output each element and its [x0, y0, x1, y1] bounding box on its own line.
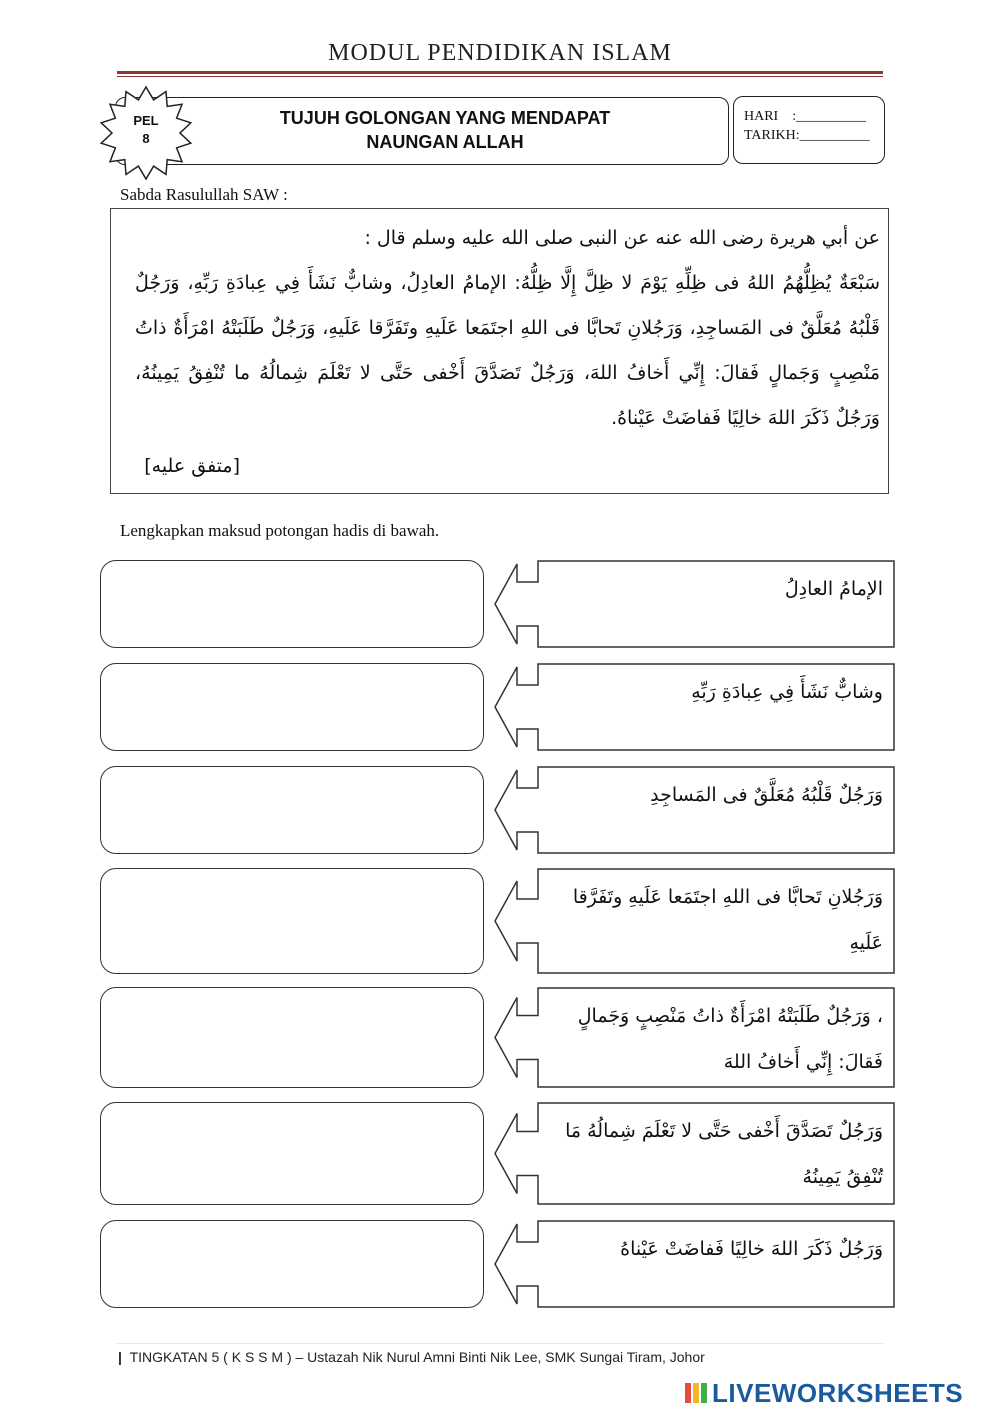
hari-field[interactable]: HARI :__________	[744, 109, 867, 124]
exercise-row	[0, 987, 1000, 1088]
hadith-phrase: وَرَجُلٌ ذَكَرَ اللهَ خالِيًا فَفاضَتْ عَيْناهُ	[620, 1238, 883, 1260]
lesson-badge-number: 8	[142, 131, 150, 146]
footer	[118, 1349, 705, 1365]
date-box	[733, 96, 885, 164]
liveworksheets-badge-icon	[684, 1381, 710, 1405]
tarikh-field[interactable]: TARIKH:__________	[744, 128, 870, 143]
instruction: Lengkapkan maksud potongan hadis di bawah.	[120, 521, 440, 540]
lesson-badge	[118, 112, 174, 148]
answer-box[interactable]	[100, 766, 484, 854]
footer-rule	[117, 1343, 883, 1344]
hadith-phrase: ، وَرَجُلٌ طَلَبَتْهُ امْرَأَةٌ ذاتُ مَنْصِبٍ وَجَمالٍ فَقالَ: إِنِّي أَخافُ اللهَ	[577, 1005, 883, 1073]
lesson-title-line2: NAUNGAN ALLAH	[366, 132, 524, 152]
hadith-narration: عن أبي هريرة رضى الله عنه عن النبى صلى الله عليه وسلم قال :	[364, 227, 880, 249]
hadith-phrase: وشابٌّ نَشَأَ فِي عِبادَةِ رَبِّهِ	[691, 681, 883, 703]
sabda-intro: Sabda Rasulullah SAW :	[120, 185, 288, 204]
exercise-row	[0, 868, 1000, 974]
hadith-phrase: وَرَجُلانِ تَحابَّا فى اللهِ اجتَمَعا عَلَيهِ وتَفَرَّقا عَلَيهِ	[572, 886, 883, 954]
lesson-title-line1: TUJUH GOLONGAN YANG MENDAPAT	[279, 108, 611, 128]
lesson-badge-label: PEL	[133, 113, 159, 128]
exercise-row	[0, 1102, 1000, 1205]
answer-box[interactable]	[100, 987, 484, 1088]
module-title: MODUL PENDIDIKAN ISLAM	[328, 40, 672, 66]
footer-text: TINGKATAN 5 ( K S S M ) – Ustazah Nik Nurul Amni Binti Nik Lee, SMK Sungai Tiram, Johor	[129, 1349, 705, 1365]
hadith-phrase: وَرَجُلٌ قَلْبُهُ مُعَلَّقٌ فى المَساجِدِ	[650, 784, 883, 806]
answer-box[interactable]	[100, 868, 484, 974]
answer-box[interactable]	[100, 1102, 484, 1205]
answer-box[interactable]	[100, 560, 484, 648]
exercise-row	[0, 766, 1000, 854]
exercise-row	[0, 560, 1000, 648]
liveworksheets-logo	[684, 1378, 963, 1409]
footer-bar: |	[118, 1349, 122, 1365]
hadith-text: سَبْعَةٌ يُظِلُّهُمُ اللهُ فى ظِلِّهِ يَوْمَ لا ظِلَّ إِلَّا ظِلُّهُ: الإمامُ العادِلُ، وشابٌّ نَشَأَ فِي عِبادَةِ رَبِّهِ، وَرَجُلٌ قَلْبُهُ مُعَلَّقٌ فى المَساجِدِ، وَرَجُلانِ تَحابَّا فى اللهِ اجتَمَعا عَلَيهِ وتَفَرَّقا عَلَيهِ، وَرَجُلٌ طَلَبَتْهُ امْرَأَةٌ ذاتُ مَنْصِبٍ وَجَمالٍ فَقالَ: إِنِّي أَخافُ اللهَ، وَرَجُلٌ تَصَدَّقَ أَخْفى حَتَّى لا تَعْلَمَ شِمالُهُ ما تُنْفِقُ يَمِينُهُ، وَرَجُلٌ ذَكَرَ اللهَ خالِيًا فَفاضَتْ عَيْناهُ.	[135, 272, 880, 429]
answer-box[interactable]	[100, 1220, 484, 1308]
header-rule-thick	[117, 71, 883, 74]
hadith-text-block	[135, 216, 880, 441]
answer-box[interactable]	[100, 663, 484, 751]
hadith-source: [متفق عليه]	[144, 455, 240, 477]
header-rule-thin	[117, 76, 883, 77]
lesson-title	[210, 106, 680, 154]
hadith-phrase: الإمامُ العادِلُ	[784, 578, 883, 600]
hadith-phrase: وَرَجُلٌ تَصَدَّقَ أَخْفى حَتَّى لا تَعْلَمَ شِمالُهُ مَا تُنْفِقُ يَمِينُهُ	[565, 1120, 883, 1188]
exercise-row	[0, 1220, 1000, 1308]
liveworksheets-wordmark: LIVEWORKSHEETS	[712, 1378, 964, 1408]
exercise-row	[0, 663, 1000, 751]
